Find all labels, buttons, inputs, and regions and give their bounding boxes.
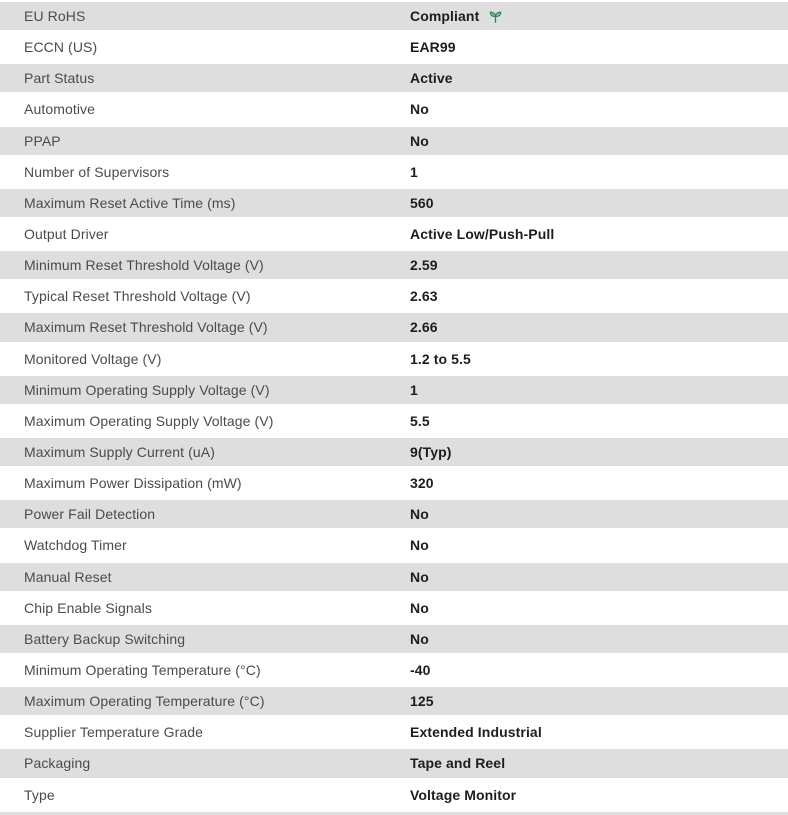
spec-value [410,724,788,740]
spec-value [410,8,788,24]
spec-value [410,70,788,86]
spec-label: Output Driver [24,226,109,243]
spec-value-text: 5.5 [410,412,430,429]
table-row [0,747,788,778]
spec-value-text: No [410,568,429,585]
spec-label: Minimum Operating Supply Voltage (V) [24,381,270,398]
spec-value-text: 2.59 [410,257,438,274]
spec-value [410,257,788,273]
spec-value-text: 125 [410,693,434,710]
spec-label: Maximum Reset Threshold Voltage (V) [24,319,268,336]
spec-label: Power Fail Detection [24,506,156,523]
spec-label: Watchdog Timer [24,537,127,554]
table-row-partial [0,810,788,815]
spec-label: Maximum Reset Active Time (ms) [24,194,236,211]
table-row [0,374,788,405]
spec-value-text: -40 [410,662,431,679]
spec-value [410,226,788,242]
table-row [0,218,788,249]
spec-value [410,755,788,771]
table-row [0,343,788,374]
spec-value-text: Active [410,70,453,87]
table-row [0,529,788,560]
spec-value [410,101,788,117]
table-row [0,31,788,62]
spec-value [410,787,788,803]
spec-label: Battery Backup Switching [24,630,186,647]
spec-value [410,319,788,335]
spec-label: Minimum Operating Temperature (°C) [24,662,261,679]
spec-label: Manual Reset [24,568,112,585]
table-row [0,561,788,592]
spec-value-text: 1 [410,163,418,180]
spec-label: Monitored Voltage (V) [24,350,162,367]
spec-value [410,693,788,709]
spec-value-text: No [410,537,429,554]
spec-value-text: Tape and Reel [410,755,506,772]
spec-value [410,537,788,553]
spec-value [410,288,788,304]
spec-value-text: No [410,630,429,647]
spec-value [410,351,788,367]
table-row [0,405,788,436]
table-row [0,779,788,810]
spec-label: PPAP [24,132,61,149]
table-row [0,125,788,156]
spec-label: Packaging [24,755,91,772]
spec-value [410,133,788,149]
spec-label: Minimum Reset Threshold Voltage (V) [24,257,264,274]
spec-value [410,569,788,585]
spec-value-text: Compliant [410,8,480,25]
table-row [0,93,788,124]
spec-label: EU RoHS [24,8,86,25]
table-row [0,280,788,311]
spec-value-text: 320 [410,475,434,492]
spec-value [410,413,788,429]
table-row [0,716,788,747]
table-row [0,62,788,93]
spec-value-text: EAR99 [410,39,456,56]
spec-value [410,631,788,647]
spec-value-text: 1.2 to 5.5 [410,350,471,367]
table-row [0,654,788,685]
spec-value-text: No [410,599,429,616]
spec-value [410,164,788,180]
table-row [0,156,788,187]
spec-label: Supplier Temperature Grade [24,724,203,741]
table-row [0,592,788,623]
spec-label: Typical Reset Threshold Voltage (V) [24,288,251,305]
table-row [0,623,788,654]
spec-label: Type [24,786,55,803]
spec-value [410,39,788,55]
spec-value-text: 2.66 [410,319,438,336]
spec-value-text: 2.63 [410,288,438,305]
spec-value-text: 560 [410,194,434,211]
spec-label: Maximum Operating Supply Voltage (V) [24,412,274,429]
table-row [0,249,788,280]
spec-label: Automotive [24,101,96,118]
spec-label: Number of Supervisors [24,163,170,180]
table-row [0,0,788,31]
table-row [0,436,788,467]
spec-value-text: Voltage Monitor [410,786,517,803]
spec-value [410,600,788,616]
spec-label: Chip Enable Signals [24,599,152,616]
table-row [0,685,788,716]
spec-label: Maximum Operating Temperature (°C) [24,693,265,710]
spec-value [410,382,788,398]
spec-value-text: Active Low/Push-Pull [410,226,555,243]
table-row [0,311,788,342]
spec-value-text: 9(Typ) [410,444,452,461]
table-row [0,498,788,529]
rohs-leaf-icon [488,9,503,24]
spec-value-text: No [410,132,429,149]
spec-value-text: No [410,101,429,118]
spec-value-text: Extended Industrial [410,724,542,741]
spec-label: Part Status [24,70,95,87]
spec-value-text: No [410,506,429,523]
table-row [0,467,788,498]
spec-value [410,506,788,522]
spec-value [410,475,788,491]
spec-value [410,444,788,460]
spec-value [410,662,788,678]
spec-label: Maximum Power Dissipation (mW) [24,475,242,492]
spec-label: Maximum Supply Current (uA) [24,444,215,461]
table-row [0,187,788,218]
spec-value [410,195,788,211]
spec-label: ECCN (US) [24,39,98,56]
spec-value-text: 1 [410,381,418,398]
